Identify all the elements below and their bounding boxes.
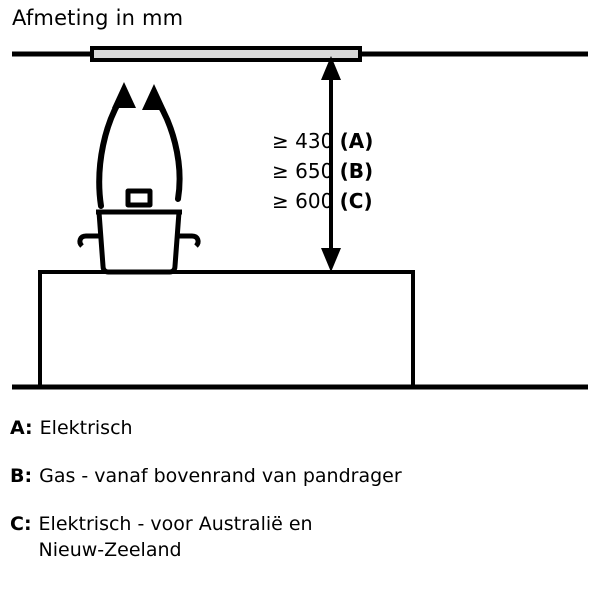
installation-height-diagram: [0, 36, 600, 406]
steam-arrow-heads-icon: [112, 82, 166, 110]
legend-item-c: [10, 511, 590, 563]
legend-text-b-line1: Gas - vanaf bovenrand van pandrager: [39, 465, 402, 487]
legend-key-b: B:: [10, 465, 33, 487]
legend-item-b: [10, 463, 590, 489]
legend-item-a: [10, 415, 590, 441]
legend-text-a-line1: Elektrisch: [39, 417, 133, 439]
legend-key-a: A:: [10, 417, 33, 439]
range-hood-icon: [92, 48, 360, 60]
dimension-label-c: ≥ 600 (C): [272, 189, 373, 213]
legend-text-a: [40, 415, 133, 441]
legend-text-b: [39, 463, 402, 489]
dimension-label-group: [272, 126, 373, 216]
legend-text-c: [39, 511, 313, 563]
cooktop-counter-icon: [40, 272, 413, 387]
dimension-label-b: ≥ 650 (B): [272, 159, 374, 183]
dimension-label-a: ≥ 430 (A): [272, 129, 374, 153]
page-title: Afmeting in mm: [12, 6, 184, 30]
legend: [10, 415, 590, 585]
legend-key-c: C:: [10, 513, 32, 535]
legend-text-c-line2: Nieuw-Zeeland: [38, 539, 182, 561]
legend-text-c-line1: Elektrisch - voor Australië en: [38, 513, 313, 535]
